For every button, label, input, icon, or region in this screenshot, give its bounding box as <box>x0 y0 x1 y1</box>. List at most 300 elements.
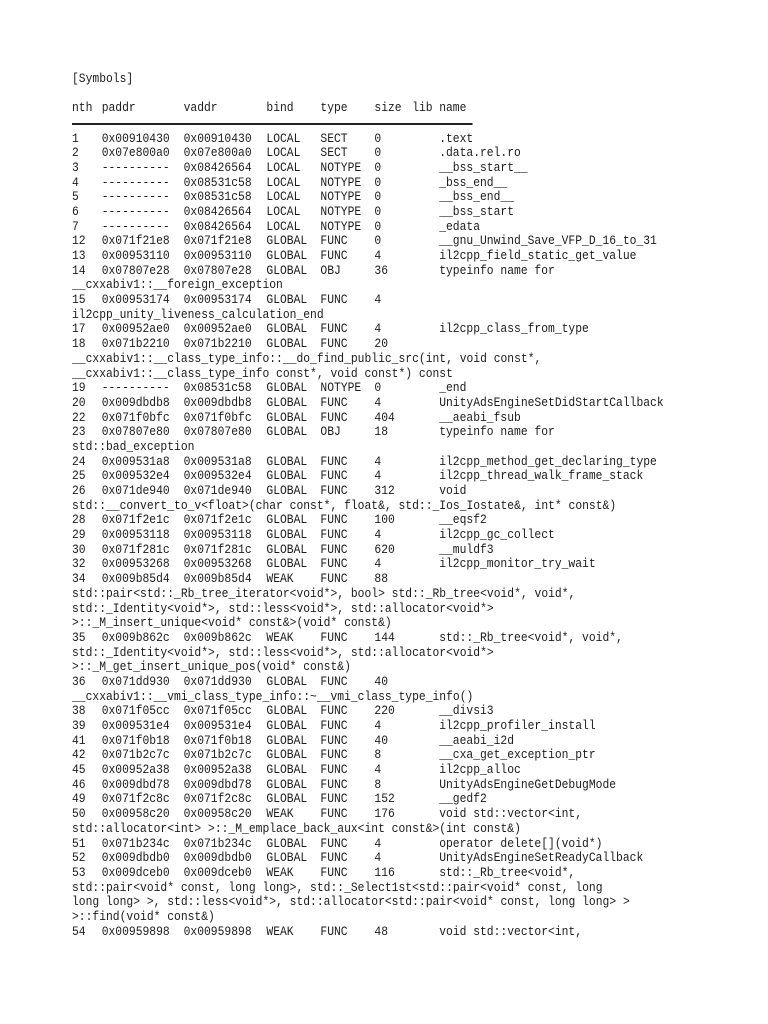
symbol-name-continuation: __cxxabiv1::__foreign_exception <box>72 278 283 293</box>
cell-type: OBJ <box>320 425 341 440</box>
cell-bind: GLOBAL <box>266 542 308 557</box>
cell-vaddr: 0x00952a38 <box>183 763 252 778</box>
cell-bind: GLOBAL <box>266 851 308 866</box>
cell-name: _edata <box>439 219 481 234</box>
cell-bind: GLOBAL <box>266 748 308 763</box>
column-header-row <box>72 100 693 117</box>
cell-vaddr: 0x00953110 <box>183 249 252 263</box>
cell-bind: GLOBAL <box>266 234 308 249</box>
cell-type: FUNC <box>320 293 348 308</box>
cell-type: FUNC <box>320 572 348 587</box>
cell-name: __bss_start <box>439 204 515 219</box>
cell-vaddr: 0x00958c20 <box>183 807 252 822</box>
cell-paddr: 0x009531a8 <box>101 454 170 469</box>
cell-vaddr: 0x00959898 <box>183 924 252 939</box>
cell-size: 312 <box>374 484 395 498</box>
cell-vaddr: 0x009dbdb0 <box>183 851 252 866</box>
cell-name: il2cpp_class_from_type <box>439 322 589 337</box>
cell-name: .text <box>439 131 474 146</box>
cell-bind: GLOBAL <box>266 425 308 440</box>
cell-type: FUNC <box>320 542 348 557</box>
cell-nth: 6 <box>72 204 79 219</box>
cell-type: FUNC <box>320 777 348 792</box>
cell-bind: GLOBAL <box>266 777 308 792</box>
cell-bind: WEAK <box>266 630 294 645</box>
symbol-name-continuation: std::pair<void* const, long long>, std::_Select1st<std::pair<void* const, long <box>72 880 603 895</box>
cell-bind: GLOBAL <box>266 454 308 469</box>
cell-bind: GLOBAL <box>266 763 308 778</box>
table-row <box>72 543 693 558</box>
cell-nth: 54 <box>72 924 86 939</box>
cell-bind: LOCAL <box>266 204 301 219</box>
table-row <box>72 381 693 396</box>
table-row <box>72 557 693 572</box>
cell-size: 4 <box>374 469 382 484</box>
cell-nth: 42 <box>72 748 86 763</box>
cell-name: __divsi3 <box>439 704 494 719</box>
cell-paddr: 0x009b85d4 <box>101 572 170 587</box>
cell-bind: GLOBAL <box>266 733 308 748</box>
cell-paddr: 0x071b2c7c <box>101 748 170 763</box>
table-row <box>72 792 693 807</box>
cell-nth: 41 <box>72 733 86 748</box>
cell-type: FUNC <box>320 748 348 763</box>
cell-name: il2cpp_monitor_try_wait <box>439 557 596 572</box>
cell-type: NOTYPE <box>320 381 362 396</box>
cell-vaddr: 0x07807e80 <box>183 425 252 440</box>
cell-nth: 26 <box>72 484 86 498</box>
cell-nth: 12 <box>72 234 86 249</box>
cell-nth: 25 <box>72 469 86 484</box>
table-row <box>72 425 693 440</box>
cell-vaddr: 0x071f281c <box>183 542 252 557</box>
cell-type: FUNC <box>320 807 348 822</box>
cell-bind: GLOBAL <box>266 704 308 719</box>
cell-name: __bss_start__ <box>439 160 528 175</box>
cell-name: il2cpp_method_get_declaring_type <box>439 454 657 469</box>
cell-paddr: 0x071f281c <box>101 542 170 557</box>
cell-vaddr: 0x071b234c <box>183 836 252 851</box>
cell-nth: 50 <box>72 807 86 822</box>
cell-paddr: 0x071b2210 <box>101 337 170 352</box>
cell-type: FUNC <box>320 322 348 337</box>
cell-paddr: 0x071b234c <box>101 836 170 851</box>
cell-bind: GLOBAL <box>266 557 308 572</box>
cell-nth: 35 <box>72 630 86 645</box>
cell-type: SECT <box>320 146 348 161</box>
cell-nth: 45 <box>72 763 86 778</box>
cell-paddr: 0x00910430 <box>101 131 170 146</box>
cell-name: __aeabi_fsub <box>439 410 521 425</box>
cell-type: FUNC <box>320 484 348 498</box>
cell-type: FUNC <box>320 513 348 528</box>
cell-size: 144 <box>374 630 395 645</box>
cell-bind: WEAK <box>266 807 294 822</box>
cell-bind: GLOBAL <box>266 410 308 425</box>
symbol-name-continuation: il2cpp_unity_liveness_calculation_end <box>72 307 324 322</box>
cell-bind: GLOBAL <box>266 322 308 337</box>
cell-nth: 51 <box>72 836 86 851</box>
cell-nth: 2 <box>72 146 79 161</box>
cell-bind: GLOBAL <box>266 674 308 689</box>
cell-name: .data.rel.ro <box>439 146 521 161</box>
cell-name: __muldf3 <box>439 542 494 557</box>
table-row <box>72 734 693 749</box>
cell-nth: 28 <box>72 513 86 528</box>
cell-paddr: 0x071f0bfc <box>101 410 170 425</box>
header-size: size <box>374 101 402 115</box>
cell-vaddr: 0x08531c58 <box>183 175 252 190</box>
cell-vaddr: 0x009dceb0 <box>183 865 252 880</box>
cell-name: UnityAdsEngineGetDebugMode <box>439 777 617 792</box>
cell-bind: WEAK <box>266 572 294 587</box>
header-divider <box>72 123 473 125</box>
cell-bind: LOCAL <box>266 160 301 175</box>
cell-nth: 5 <box>72 190 79 205</box>
cell-name: void std::vector<int, <box>439 924 583 939</box>
symbol-name-continuation: std::_Identity<void*>, std::less<void*>, std::allocator<void*> <box>72 645 494 660</box>
cell-vaddr: 0x009b862c <box>183 630 252 645</box>
symbol-name-continuation: __cxxabiv1::__vmi_class_type_info::~__vmi_class_type_info() <box>72 689 474 704</box>
symbol-name-continuation: std::_Identity<void*>, std::less<void*>, std::allocator<void*> <box>72 601 494 616</box>
cell-size: 4 <box>374 836 382 851</box>
cell-size: 4 <box>374 293 382 308</box>
cell-type: FUNC <box>320 763 348 778</box>
cell-vaddr: 0x08426564 <box>183 219 252 234</box>
cell-paddr: 0x00952ae0 <box>101 322 170 337</box>
cell-vaddr: 0x071b2c7c <box>183 748 252 763</box>
cell-paddr: 0x07e800a0 <box>101 146 170 161</box>
table-row <box>72 528 693 543</box>
cell-vaddr: 0x071f2c8c <box>183 792 252 807</box>
cell-bind: LOCAL <box>266 190 301 205</box>
table-row <box>72 293 693 308</box>
cell-bind: GLOBAL <box>266 836 308 851</box>
cell-name: il2cpp_gc_collect <box>439 528 555 543</box>
table-row <box>72 807 693 822</box>
cell-size: 36 <box>374 263 389 278</box>
cell-nth: 13 <box>72 249 86 263</box>
cell-name: void std::vector<int, <box>439 807 583 822</box>
cell-size: 20 <box>374 337 389 352</box>
cell-nth: 49 <box>72 792 86 807</box>
table-row <box>72 176 693 191</box>
cell-size: 0 <box>374 131 382 146</box>
cell-name: il2cpp_field_static_get_value <box>439 249 637 263</box>
header-name: name <box>439 101 467 115</box>
cell-type: FUNC <box>320 865 348 880</box>
cell-paddr: ---------- <box>101 381 170 396</box>
cell-paddr: 0x071f2e1c <box>101 513 170 528</box>
cell-size: 0 <box>374 234 382 249</box>
symbol-name-continuation: long long> >, std::less<void*>, std::allocator<std::pair<void* const, long long> > <box>72 895 630 910</box>
section-title: [Symbols] <box>72 72 134 86</box>
cell-size: 8 <box>374 777 382 792</box>
cell-vaddr: 0x071f0bfc <box>183 410 252 425</box>
cell-nth: 36 <box>72 674 86 689</box>
cell-type: OBJ <box>320 263 341 278</box>
cell-type: FUNC <box>320 630 348 645</box>
symbol-name-continuation: >::_M_insert_unique<void* const&>(void* const&) <box>72 616 392 631</box>
table-row <box>72 513 693 528</box>
cell-paddr: ---------- <box>101 160 170 175</box>
cell-type: FUNC <box>320 924 348 939</box>
cell-type: FUNC <box>320 337 348 352</box>
symbol-name-continuation: std::bad_exception <box>72 439 195 454</box>
cell-type: FUNC <box>320 733 348 748</box>
cell-size: 220 <box>374 704 395 719</box>
cell-bind: WEAK <box>266 924 294 939</box>
cell-size: 152 <box>374 792 395 807</box>
cell-name: il2cpp_alloc <box>439 763 521 778</box>
table-row <box>72 455 693 470</box>
table-row <box>72 631 693 646</box>
cell-bind: GLOBAL <box>266 249 308 263</box>
cell-size: 176 <box>374 807 395 822</box>
header-nth: nth <box>72 101 93 115</box>
table-row <box>72 851 693 866</box>
cell-type: FUNC <box>320 719 348 733</box>
cell-nth: 20 <box>72 395 86 410</box>
cell-paddr: ---------- <box>101 190 170 205</box>
table-row <box>72 704 693 719</box>
table-row <box>72 337 693 352</box>
cell-size: 4 <box>374 763 382 778</box>
cell-paddr: 0x009b862c <box>101 630 170 645</box>
cell-type: FUNC <box>320 704 348 719</box>
cell-bind: GLOBAL <box>266 792 308 807</box>
cell-vaddr: 0x00953174 <box>183 293 252 308</box>
cell-size: 4 <box>374 454 382 469</box>
table-row <box>72 190 693 205</box>
cell-type: NOTYPE <box>320 190 362 205</box>
cell-paddr: 0x00953110 <box>101 249 170 263</box>
table-row <box>72 778 693 793</box>
cell-vaddr: 0x08426564 <box>183 204 252 219</box>
cell-name: __cxa_get_exception_ptr <box>439 748 596 763</box>
cell-paddr: 0x071f21e8 <box>101 234 170 249</box>
table-row <box>72 146 693 161</box>
cell-size: 0 <box>374 190 382 205</box>
cell-vaddr: 0x009531a8 <box>183 454 252 469</box>
cell-name: UnityAdsEngineSetReadyCallback <box>439 851 644 866</box>
cell-nth: 17 <box>72 322 86 337</box>
cell-bind: GLOBAL <box>266 469 308 484</box>
cell-name: __eqsf2 <box>439 513 487 528</box>
cell-bind: GLOBAL <box>266 484 308 498</box>
cell-paddr: 0x071f2c8c <box>101 792 170 807</box>
cell-type: FUNC <box>320 454 348 469</box>
cell-size: 4 <box>374 528 382 543</box>
cell-nth: 18 <box>72 337 86 352</box>
cell-type: FUNC <box>320 557 348 572</box>
cell-vaddr: 0x009dbd78 <box>183 777 252 792</box>
cell-bind: LOCAL <box>266 146 301 161</box>
cell-paddr: 0x009dbdb0 <box>101 851 170 866</box>
symbol-name-continuation: __cxxabiv1::__class_type_info::__do_find_public_src(int, void const*, <box>72 351 542 366</box>
table-row <box>72 264 693 279</box>
cell-paddr: 0x009531e4 <box>101 719 170 733</box>
cell-name: __aeabi_i2d <box>439 733 515 748</box>
cell-type: FUNC <box>320 234 348 249</box>
cell-nth: 29 <box>72 528 86 543</box>
cell-size: 0 <box>374 146 382 161</box>
cell-paddr: 0x00953268 <box>101 557 170 572</box>
table-row <box>72 469 693 484</box>
cell-nth: 15 <box>72 293 86 308</box>
cell-nth: 34 <box>72 572 86 587</box>
cell-type: NOTYPE <box>320 160 362 175</box>
header-vaddr: vaddr <box>183 101 218 115</box>
symbol-name-continuation: std::allocator<int> >::_M_emplace_back_aux<int const&>(int const&) <box>72 821 521 836</box>
cell-size: 620 <box>374 542 395 557</box>
header-paddr: paddr <box>101 101 136 115</box>
cell-name: _bss_end__ <box>439 175 508 190</box>
cell-nth: 14 <box>72 263 86 278</box>
cell-size: 4 <box>374 395 382 410</box>
cell-size: 4 <box>374 322 382 337</box>
cell-type: FUNC <box>320 836 348 851</box>
cell-size: 4 <box>374 851 382 866</box>
table-row <box>72 837 693 852</box>
cell-type: FUNC <box>320 792 348 807</box>
cell-bind: GLOBAL <box>266 293 308 308</box>
cell-vaddr: 0x07e800a0 <box>183 146 252 161</box>
cell-type: FUNC <box>320 395 348 410</box>
cell-vaddr: 0x071f05cc <box>183 704 252 719</box>
cell-size: 0 <box>374 204 382 219</box>
cell-vaddr: 0x009dbdb8 <box>183 395 252 410</box>
cell-nth: 32 <box>72 557 86 572</box>
table-row <box>72 866 693 881</box>
symbol-name-continuation: >::_M_get_insert_unique_pos(void* const&) <box>72 660 351 675</box>
symbol-name-continuation: >::find(void* const&) <box>72 909 215 924</box>
cell-vaddr: 0x071f0b18 <box>183 733 252 748</box>
cell-paddr: 0x00953118 <box>101 528 170 543</box>
table-row <box>72 675 693 690</box>
table-row <box>72 396 693 411</box>
cell-size: 8 <box>374 748 382 763</box>
cell-vaddr: 0x00952ae0 <box>183 322 252 337</box>
cell-bind: GLOBAL <box>266 719 308 733</box>
cell-name: operator delete[](void*) <box>439 836 603 851</box>
cell-nth: 30 <box>72 542 86 557</box>
cell-nth: 4 <box>72 175 79 190</box>
cell-nth: 19 <box>72 381 86 396</box>
cell-bind: GLOBAL <box>266 337 308 352</box>
cell-size: 404 <box>374 410 395 425</box>
cell-paddr: 0x07807e28 <box>101 263 170 278</box>
cell-size: 18 <box>374 425 389 440</box>
cell-type: NOTYPE <box>320 204 362 219</box>
cell-bind: GLOBAL <box>266 395 308 410</box>
header-lib: lib <box>412 101 433 115</box>
cell-paddr: ---------- <box>101 204 170 219</box>
cell-vaddr: 0x009b85d4 <box>183 572 252 587</box>
cell-type: FUNC <box>320 528 348 543</box>
cell-nth: 7 <box>72 219 79 234</box>
cell-vaddr: 0x009531e4 <box>183 719 252 733</box>
cell-size: 48 <box>374 924 389 939</box>
cell-nth: 39 <box>72 719 86 733</box>
header-bind: bind <box>266 101 294 115</box>
cell-name: _end <box>439 381 467 396</box>
cell-name: std::_Rb_tree<void*, void*, <box>439 630 623 645</box>
cell-vaddr: 0x071f2e1c <box>183 513 252 528</box>
table-row <box>72 205 693 220</box>
cell-bind: GLOBAL <box>266 528 308 543</box>
symbols-listing <box>72 70 693 939</box>
cell-nth: 24 <box>72 454 86 469</box>
cell-name: __gedf2 <box>439 792 487 807</box>
cell-vaddr: 0x00953268 <box>183 557 252 572</box>
table-row <box>72 234 693 249</box>
table-row <box>72 763 693 778</box>
cell-paddr: 0x00953174 <box>101 293 170 308</box>
cell-paddr: 0x00952a38 <box>101 763 170 778</box>
cell-size: 4 <box>374 557 382 572</box>
symbols-table-body <box>72 132 693 940</box>
table-row <box>72 220 693 235</box>
cell-size: 88 <box>374 572 389 587</box>
cell-size: 40 <box>374 674 389 689</box>
cell-paddr: 0x071de940 <box>101 484 170 498</box>
table-row <box>72 572 693 587</box>
cell-vaddr: 0x071dd930 <box>183 674 252 689</box>
cell-nth: 23 <box>72 425 86 440</box>
table-row <box>72 132 693 147</box>
cell-vaddr: 0x071f21e8 <box>183 234 252 249</box>
cell-name: typeinfo name for <box>439 263 555 278</box>
cell-type: FUNC <box>320 674 348 689</box>
cell-bind: GLOBAL <box>266 381 308 396</box>
header-type: type <box>320 101 348 115</box>
symbol-name-continuation: __cxxabiv1::__class_type_info const*, void const*) const <box>72 366 453 381</box>
cell-name: typeinfo name for <box>439 425 555 440</box>
cell-nth: 46 <box>72 777 86 792</box>
cell-paddr: 0x009dceb0 <box>101 865 170 880</box>
cell-paddr: 0x071f0b18 <box>101 733 170 748</box>
cell-paddr: 0x009dbdb8 <box>101 395 170 410</box>
table-row <box>72 925 693 940</box>
cell-bind: LOCAL <box>266 131 301 146</box>
cell-bind: LOCAL <box>266 175 301 190</box>
cell-name: UnityAdsEngineSetDidStartCallback <box>439 395 664 410</box>
cell-bind: WEAK <box>266 865 294 880</box>
cell-nth: 3 <box>72 160 79 175</box>
cell-paddr: 0x07807e80 <box>101 425 170 440</box>
cell-nth: 38 <box>72 704 86 719</box>
cell-vaddr: 0x071de940 <box>183 484 252 498</box>
symbol-name-continuation: std::__convert_to_v<float>(char const*, float&, std::_Ios_Iostate&, int* const&) <box>72 498 617 513</box>
cell-vaddr: 0x08426564 <box>183 160 252 175</box>
cell-name: void <box>439 484 467 498</box>
cell-paddr: 0x00958c20 <box>101 807 170 822</box>
cell-nth: 53 <box>72 865 86 880</box>
cell-vaddr: 0x071b2210 <box>183 337 252 352</box>
cell-size: 116 <box>374 865 395 880</box>
table-row <box>72 719 693 734</box>
cell-size: 4 <box>374 249 382 263</box>
cell-type: FUNC <box>320 410 348 425</box>
cell-paddr: 0x009dbd78 <box>101 777 170 792</box>
cell-paddr: 0x00959898 <box>101 924 170 939</box>
cell-size: 0 <box>374 381 382 396</box>
cell-name: __gnu_Unwind_Save_VFP_D_16_to_31 <box>439 234 657 249</box>
cell-type: FUNC <box>320 851 348 866</box>
cell-bind: LOCAL <box>266 219 301 234</box>
cell-paddr: 0x071dd930 <box>101 674 170 689</box>
